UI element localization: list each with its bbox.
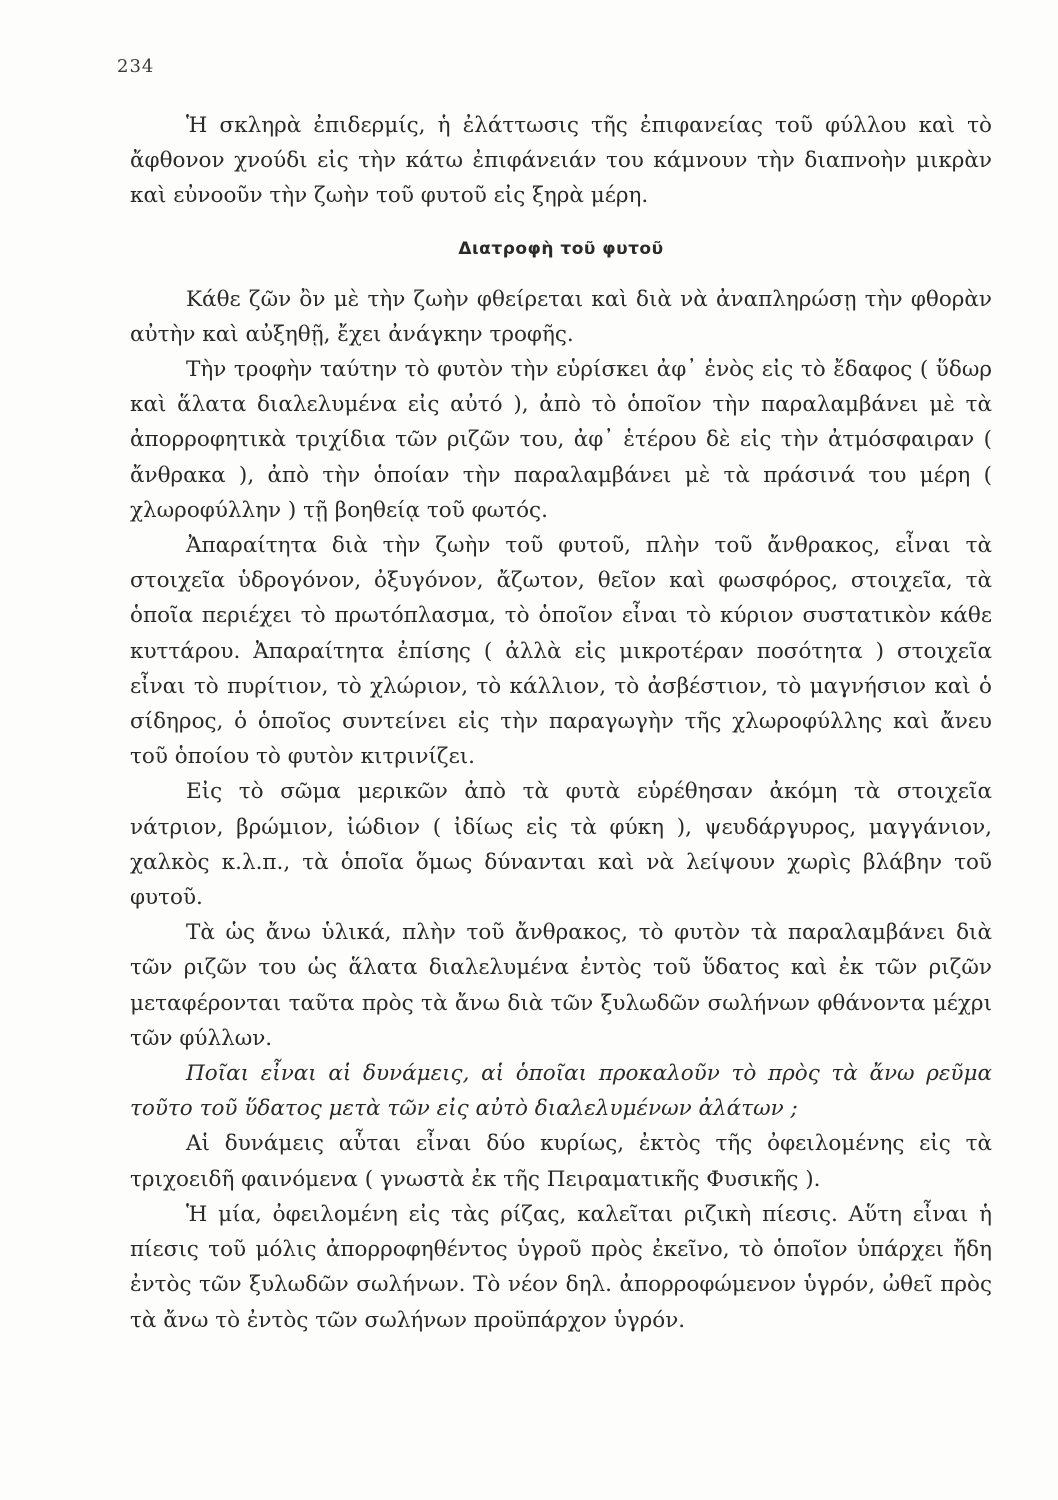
section-title: Διατροφὴ τοῦ φυτοῦ: [458, 238, 664, 259]
paragraph-1: Ἡ σκληρὰ ἐπιδερμίς, ἡ ἐλάττωσις τῆς ἐπιφανείας τοῦ φύλλου καὶ τὸ ἄφθονον χνούδι εἰς τὴν κάτω ἐπιφάνειάν του κάμνουν τὴν διαπνοὴν μικρὰν καὶ εὐνοοῦν τὴν ζωὴν τοῦ φυτοῦ εἰς ξηρὰ μέρη.: [130, 113, 992, 209]
question-paragraph: Ποῖαι εἶναι αἱ δυνάμεις, αἱ ὁποῖαι προκαλοῦν τὸ πρὸς τὰ ἄνω ρεῦμα τοῦτο τοῦ ὕδατος μετὰ τῶν εἰς αὐτὸ διαλελυμένων ἀλάτων ;: [130, 1061, 992, 1122]
paragraph-4: Ἀπαραίτητα διὰ τὴν ζωὴν τοῦ φυτοῦ, πλὴν τοῦ ἄνθρακος, εἶναι τὰ στοιχεῖα ὑδρογόνον, ὀξυγόνον, ἄζωτον, θεῖον καὶ φωσφόρος, στοιχεῖα, τὰ ὁποῖα περιέχει τὸ πρωτόπλασμα, τὸ ὁποῖον εἶναι τὸ κύριον συστατικὸν κάθε κυττάρου. Ἀπαραίτητα ἐπίσης ( ἀλλὰ εἰς μικροτέραν ποσότητα ) στοιχεῖα εἶναι τὸ πυρίτιον, τὸ χλώριον, τὸ κάλλιον, τὸ ἀσβέστιον, τὸ μαγνήσιον καὶ ὁ σίδηρος, ὁ ὁποῖος συντείνει εἰς τὴν παραγωγὴν τῆς χλωροφύλλης καὶ ἄνευ τοῦ ὁποίου τὸ φυτὸν κιτρινίζει.: [130, 533, 992, 770]
page-number: 234: [117, 56, 155, 77]
paragraph-7: Αἱ δυνάμεις αὗται εἶναι δύο κυρίως, ἐκτὸς τῆς ὀφειλομένης εἰς τὰ τριχοειδῆ φαινόμενα ( γνωστὰ ἐκ τῆς Πειραματικῆς Φυσικῆς ).: [130, 1131, 992, 1192]
paragraph-5: Εἰς τὸ σῶμα μερικῶν ἀπὸ τὰ φυτὰ εὑρέθησαν ἀκόμη τὰ στοιχεῖα νάτριον, βρώμιον, ἰώδιον ( ἰδίως εἰς τὰ φύκη ), ψευδάργυρος, μαγγάνιον, χαλκὸς κ.λ.π., τὰ ὁποῖα ὅμως δύνανται καὶ νὰ λείψουν χωρὶς βλάβην τοῦ φυτοῦ.: [130, 779, 992, 911]
paragraph-2: Κάθε ζῶν ὂν μὲ τὴν ζωὴν φθείρεται καὶ διὰ νὰ ἀναπληρώσῃ τὴν φθορὰν αὐτὴν καὶ αὐξηθῇ, ἔχει ἀνάγκην τροφῆς.: [130, 286, 992, 347]
paragraph-3: Τὴν τροφὴν ταύτην τὸ φυτὸν τὴν εὑρίσκει ἀφ᾽ ἑνὸς εἰς τὸ ἔδαφος ( ὕδωρ καὶ ἅλατα διαλελυμένα εἰς αὐτό ), ἀπὸ τὸ ὁποῖον τὴν παραλαμβάνει μὲ τὰ ἀπορροφητικὰ τριχίδια τῶν ριζῶν του, ἀφ᾽ ἑτέρου δὲ εἰς τὴν ἀτμόσφαιραν ( ἄνθρακα ), ἀπὸ τὴν ὁποίαν τὴν παραλαμβάνει μὲ τὰ πράσινά του μέρη ( χλωροφύλλην ) τῇ βοηθείᾳ τοῦ φωτός.: [130, 357, 992, 523]
page-body: [130, 108, 992, 1338]
paragraph-6: Τὰ ὡς ἄνω ὑλικά, πλὴν τοῦ ἄνθρακος, τὸ φυτὸν τὰ παραλαμβάνει διὰ τῶν ριζῶν του ὡς ἅλατα διαλελυμένα ἐντὸς τοῦ ὕδατος καὶ ἐκ τῶν ριζῶν μεταφέρονται ταῦτα πρὸς τὰ ἄνω διὰ τῶν ξυλωδῶν σωλήνων φθάνοντα μέχρι τῶν φύλλων.: [130, 920, 992, 1051]
paragraph-8: Ἡ μία, ὀφειλομένη εἰς τὰς ρίζας, καλεῖται ριζικὴ πίεσις. Αὕτη εἶναι ἡ πίεσις τοῦ μόλις ἀπορροφηθέντος ὑγροῦ πρὸς ἐκεῖνο, τὸ ὁποῖον ὑπάρχει ἤδη ἐντὸς τῶν ξυλωδῶν σωλήνων. Τὸ νέον δηλ. ἀπορροφώμενον ὑγρόν, ὠθεῖ πρὸς τὰ ἄνω τὸ ἐντὸς τῶν σωλήνων προϋπάρχον ὑγρόν.: [130, 1201, 992, 1333]
